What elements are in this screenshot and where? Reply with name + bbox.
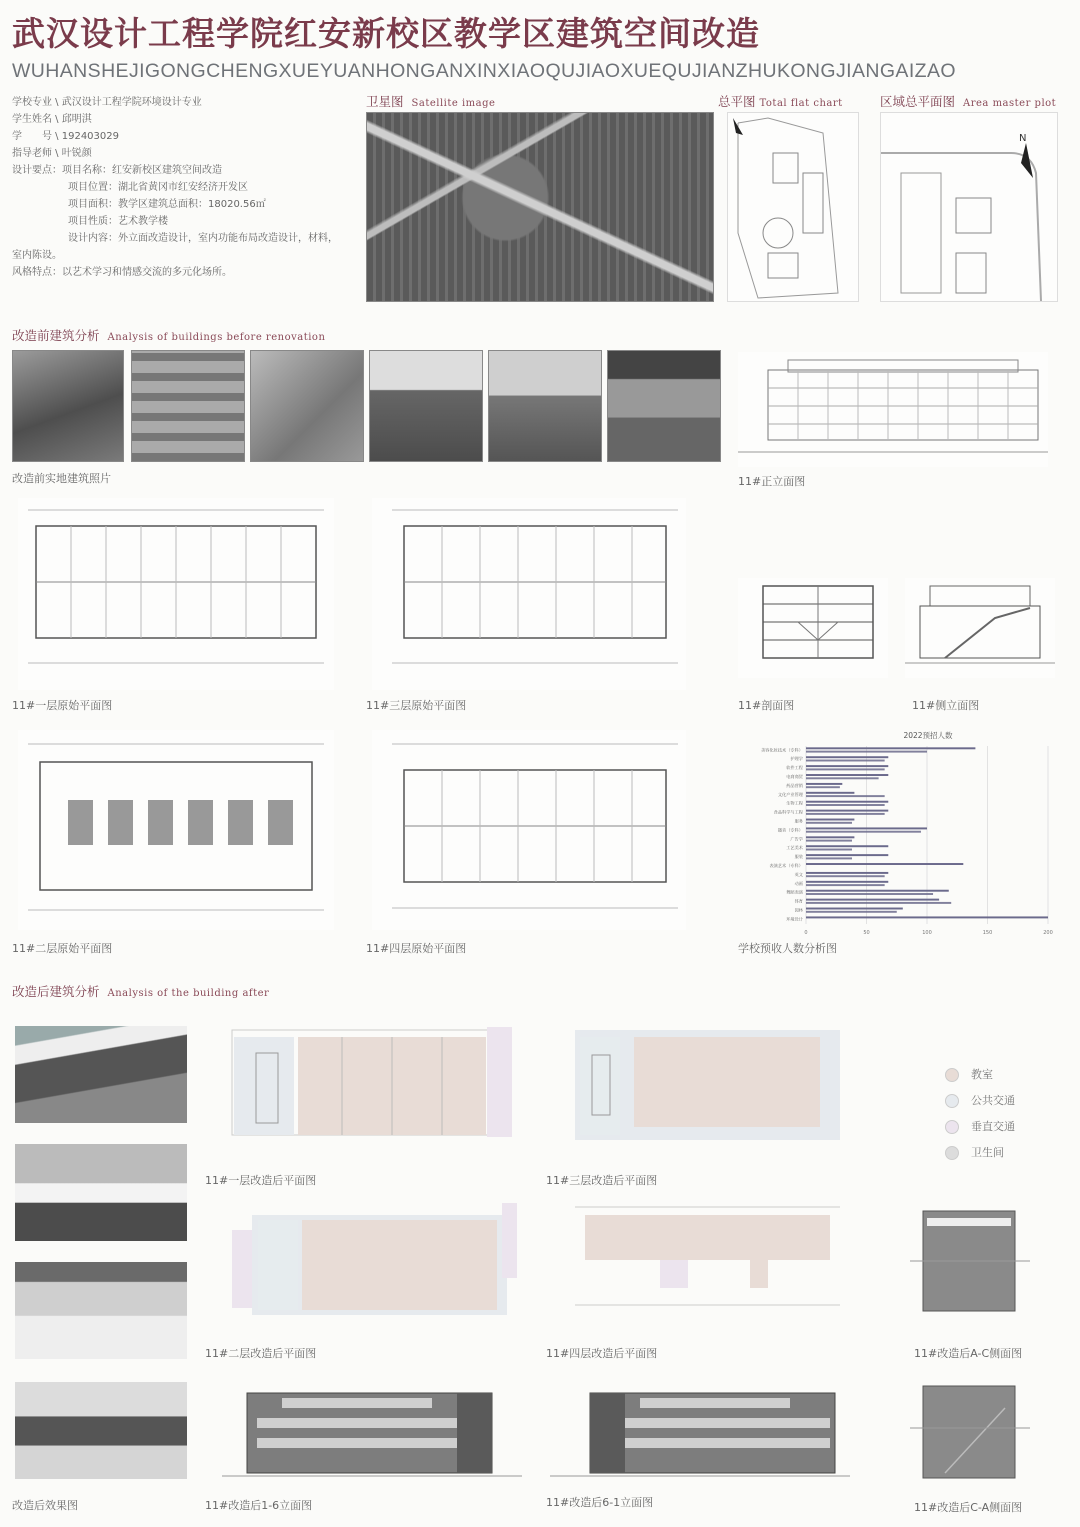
chart-bar xyxy=(806,756,888,758)
info-student-id: 学 号 \ 192403029 xyxy=(12,131,119,142)
floor1-original-svg xyxy=(18,498,334,690)
chart-bar-secondary xyxy=(806,795,885,797)
chart-category-label: 软件工程 xyxy=(786,765,803,771)
ca-side-caption: 11#改造后C-A侧面图 xyxy=(914,1501,1023,1514)
renders-caption: 改造后效果图 xyxy=(12,1499,78,1512)
info-major: 学校专业 \ 武汉设计工程学院环境设计专业 xyxy=(12,97,202,108)
info-point-location: 项目位置：湖北省黄冈市红安经济开发区 xyxy=(68,182,248,193)
info-advisor: 指导老师 \ 叶锐颜 xyxy=(12,148,92,159)
chart-category-label: 动画 xyxy=(794,880,803,886)
chart-category-label: 工艺美术 xyxy=(786,845,803,851)
ca-side-svg xyxy=(905,1378,1035,1488)
total-plan-svg xyxy=(728,113,858,301)
chart-bar xyxy=(806,899,939,901)
legend-swatch xyxy=(945,1146,959,1160)
chart-bar xyxy=(806,774,888,776)
total-plan-drawing xyxy=(727,112,859,302)
total-heading-en: Total flat chart xyxy=(759,98,843,109)
ac-side-caption: 11#改造后A-C侧面图 xyxy=(914,1347,1023,1360)
floor4-new-plan xyxy=(550,1195,850,1320)
satellite-heading-cn: 卫星图 xyxy=(366,94,404,109)
chart-bar-secondary xyxy=(806,751,927,753)
chart-category-label: 表演艺术（专科） xyxy=(769,863,803,869)
chart-category-label: 播音（专科） xyxy=(777,827,803,833)
floor2-original-caption: 11#二层原始平面图 xyxy=(12,942,113,955)
chart-bar xyxy=(806,801,888,803)
chart-bar-secondary xyxy=(806,884,885,886)
floor4-original-caption: 11#四层原始平面图 xyxy=(366,942,467,955)
info-style: 风格特点：以艺术学习和情感交流的多元化场所。 xyxy=(12,267,232,278)
chart-bar xyxy=(806,916,1048,918)
chart-bar xyxy=(806,836,854,838)
chart-category-label: 文化产业管理 xyxy=(777,791,803,797)
legend-public-traffic xyxy=(945,1092,1015,1108)
floor3-original-caption: 11#三层原始平面图 xyxy=(366,699,467,712)
floor2-original-plan xyxy=(18,730,334,930)
ac-side-svg xyxy=(905,1196,1035,1321)
section-drawing xyxy=(738,578,888,678)
chart-x-tick: 0 xyxy=(804,930,808,936)
chart-bar xyxy=(806,792,854,794)
chart-bar-secondary xyxy=(806,813,885,815)
elevation-6-1-caption: 11#改造后6-1立面图 xyxy=(546,1496,654,1509)
chart-category-label: 护理学 xyxy=(790,756,803,762)
section-svg xyxy=(738,578,888,678)
chart-category-label: 生物工程 xyxy=(786,800,803,806)
floor2-new-plan xyxy=(222,1195,522,1320)
legend-vertical-traffic xyxy=(945,1118,1015,1134)
legend xyxy=(945,1066,1015,1170)
chart-x-tick: 100 xyxy=(922,930,932,936)
site-photo-5 xyxy=(488,350,602,462)
enrollment-chart xyxy=(738,726,1056,938)
floor3-original-plan xyxy=(372,498,686,690)
chart-bar xyxy=(806,827,927,829)
site-photo-4 xyxy=(369,350,483,462)
chart-bar-secondary xyxy=(806,893,933,895)
info-point-name: 设计要点：项目名称：红安新校区建筑空间改造 xyxy=(12,165,222,176)
before-heading xyxy=(12,326,325,344)
info-point-content2: 室内陈设。 xyxy=(12,250,62,261)
chart-bar-secondary xyxy=(806,760,885,762)
side-elevation-caption: 11#侧立面图 xyxy=(912,699,980,712)
chart-category-label: 广告学 xyxy=(790,836,803,842)
elevation-1-6-caption: 11#改造后1-6立面图 xyxy=(205,1499,313,1512)
legend-label: 垂直交通 xyxy=(971,1120,1015,1133)
chart-category-label: 服装 xyxy=(794,854,803,860)
chart-category-label: 舞蹈表演 xyxy=(786,889,803,895)
floor3-new-svg xyxy=(550,1015,850,1150)
chart-bar-secondary xyxy=(806,849,852,851)
ca-side-drawing xyxy=(905,1378,1035,1488)
chart-bar xyxy=(806,863,963,865)
chart-bar xyxy=(806,845,888,847)
page-subtitle: WUHANSHEJIGONGCHENGXUEYUANHONGANXINXIAOQUJIAOXUEQUJIANZHUKONGJIANGAIZAO xyxy=(12,60,956,82)
chart-bar xyxy=(806,765,888,767)
area-heading xyxy=(880,92,1056,110)
chart-category-label: 电商商贸 xyxy=(786,774,803,780)
floor1-new-svg xyxy=(222,1015,522,1150)
legend-swatch xyxy=(945,1068,959,1082)
enrollment-chart-svg xyxy=(738,726,1056,938)
chart-x-tick: 50 xyxy=(863,930,870,936)
page-title: 武汉设计工程学院红安新校区教学区建筑空间改造 xyxy=(12,14,760,53)
floor4-new-svg xyxy=(550,1195,850,1320)
floor4-original-plan xyxy=(372,730,686,930)
legend-label: 教室 xyxy=(971,1068,993,1081)
area-plan-drawing xyxy=(880,112,1058,302)
chart-bar xyxy=(806,881,888,883)
site-photo-2 xyxy=(131,350,245,462)
legend-label: 卫生间 xyxy=(971,1146,1004,1159)
chart-bar-secondary xyxy=(806,875,885,877)
chart-bar xyxy=(806,890,949,892)
chart-bar-secondary xyxy=(806,902,951,904)
render-2 xyxy=(15,1144,187,1241)
site-photo-1 xyxy=(12,350,124,462)
chart-category-label: 美容化妆技术（专科） xyxy=(761,747,803,753)
side-elevation-drawing xyxy=(905,578,1055,678)
chart-category-label: 体育 xyxy=(794,898,803,904)
floor3-new-caption: 11#三层改造后平面图 xyxy=(546,1174,658,1187)
floor2-new-caption: 11#二层改造后平面图 xyxy=(205,1347,317,1360)
legend-swatch xyxy=(945,1120,959,1134)
elevation-6-1 xyxy=(550,1378,850,1488)
floor1-original-caption: 11#一层原始平面图 xyxy=(12,699,113,712)
area-plan-svg xyxy=(881,113,1057,301)
chart-bar-secondary xyxy=(806,911,897,913)
info-point-nature: 项目性质：艺术教学楼 xyxy=(68,216,168,227)
area-heading-en: Area master plot xyxy=(963,98,1057,109)
floor1-original-plan xyxy=(18,498,334,690)
chart-category-label: 环境设计 xyxy=(786,916,803,922)
chart-bar xyxy=(806,810,888,812)
chart-bar-secondary xyxy=(806,822,852,824)
chart-category-label: 园林 xyxy=(794,907,803,913)
floor1-new-caption: 11#一层改造后平面图 xyxy=(205,1174,317,1187)
floor2-original-svg xyxy=(18,730,334,930)
floor3-new-plan xyxy=(550,1015,850,1150)
legend-swatch xyxy=(945,1094,959,1108)
info-student: 学生姓名 \ 邱明淇 xyxy=(12,114,92,125)
north-label: N xyxy=(1019,133,1027,144)
info-point-content: 设计内容：外立面改造设计，室内功能布局改造设计，材料， xyxy=(68,233,338,244)
elevation-6-1-svg xyxy=(550,1378,850,1488)
total-heading xyxy=(718,92,843,110)
site-photo-3 xyxy=(250,350,364,462)
render-4 xyxy=(15,1382,187,1479)
photos-caption: 改造前实地建筑照片 xyxy=(12,472,111,485)
chart-bar xyxy=(806,783,842,785)
after-heading xyxy=(12,982,269,1000)
front-elevation-svg xyxy=(738,352,1048,467)
after-heading-en: Analysis of the building after xyxy=(107,988,270,999)
elevation-1-6 xyxy=(222,1378,522,1488)
chart-bar xyxy=(806,854,888,856)
chart-bar xyxy=(806,747,975,749)
chart-bar xyxy=(806,819,854,821)
before-heading-cn: 改造前建筑分析 xyxy=(12,328,100,343)
site-photo-6 xyxy=(607,350,721,462)
floor3-original-svg xyxy=(372,498,686,690)
info-point-area: 项目面积：教学区建筑总面积：18020.56㎡ xyxy=(68,199,266,210)
side-elevation-svg xyxy=(905,578,1055,678)
legend-classroom xyxy=(945,1066,1015,1082)
chart-bar xyxy=(806,908,903,910)
satellite-heading-en: Satellite image xyxy=(411,98,496,109)
floor4-original-svg xyxy=(372,730,686,930)
render-3 xyxy=(15,1262,187,1359)
front-elevation-caption: 11#正立面图 xyxy=(738,475,806,488)
chart-bar xyxy=(806,872,888,874)
legend-label: 公共交通 xyxy=(971,1094,1015,1107)
chart-x-tick: 200 xyxy=(1043,930,1053,936)
chart-category-label: 食品科学与工程 xyxy=(773,809,803,815)
chart-bar-secondary xyxy=(806,786,840,788)
satellite-image xyxy=(366,112,714,302)
chart-bar-secondary xyxy=(806,857,852,859)
chart-category-label: 药品营销 xyxy=(786,782,803,788)
total-heading-cn: 总平图 xyxy=(718,94,756,109)
chart-bar-secondary xyxy=(806,768,885,770)
floor4-new-caption: 11#四层改造后平面图 xyxy=(546,1347,658,1360)
floor1-new-plan xyxy=(222,1015,522,1150)
chart-bar-secondary xyxy=(806,840,852,842)
satellite-heading xyxy=(366,92,495,110)
section-caption: 11#剖面图 xyxy=(738,699,795,712)
render-1 xyxy=(15,1026,187,1123)
chart-category-label: 服务 xyxy=(794,818,803,824)
floor2-new-svg xyxy=(222,1195,522,1320)
area-heading-cn: 区域总平面图 xyxy=(880,94,956,109)
chart-category-label: 英文 xyxy=(794,871,803,877)
ac-side-drawing xyxy=(905,1196,1035,1321)
chart-title: 2022预招人数 xyxy=(903,731,953,740)
chart-bar-secondary xyxy=(806,831,921,833)
enrollment-caption: 学校预收人数分析图 xyxy=(738,942,837,955)
chart-x-tick: 150 xyxy=(982,930,993,936)
chart-bar-secondary xyxy=(806,804,885,806)
chart-bar-secondary xyxy=(806,777,879,779)
before-heading-en: Analysis of buildings before renovation xyxy=(107,332,326,343)
project-info xyxy=(12,94,357,281)
front-elevation-drawing xyxy=(738,352,1048,467)
legend-toilet xyxy=(945,1144,1015,1160)
after-heading-cn: 改造后建筑分析 xyxy=(12,984,100,999)
elevation-1-6-svg xyxy=(222,1378,522,1488)
